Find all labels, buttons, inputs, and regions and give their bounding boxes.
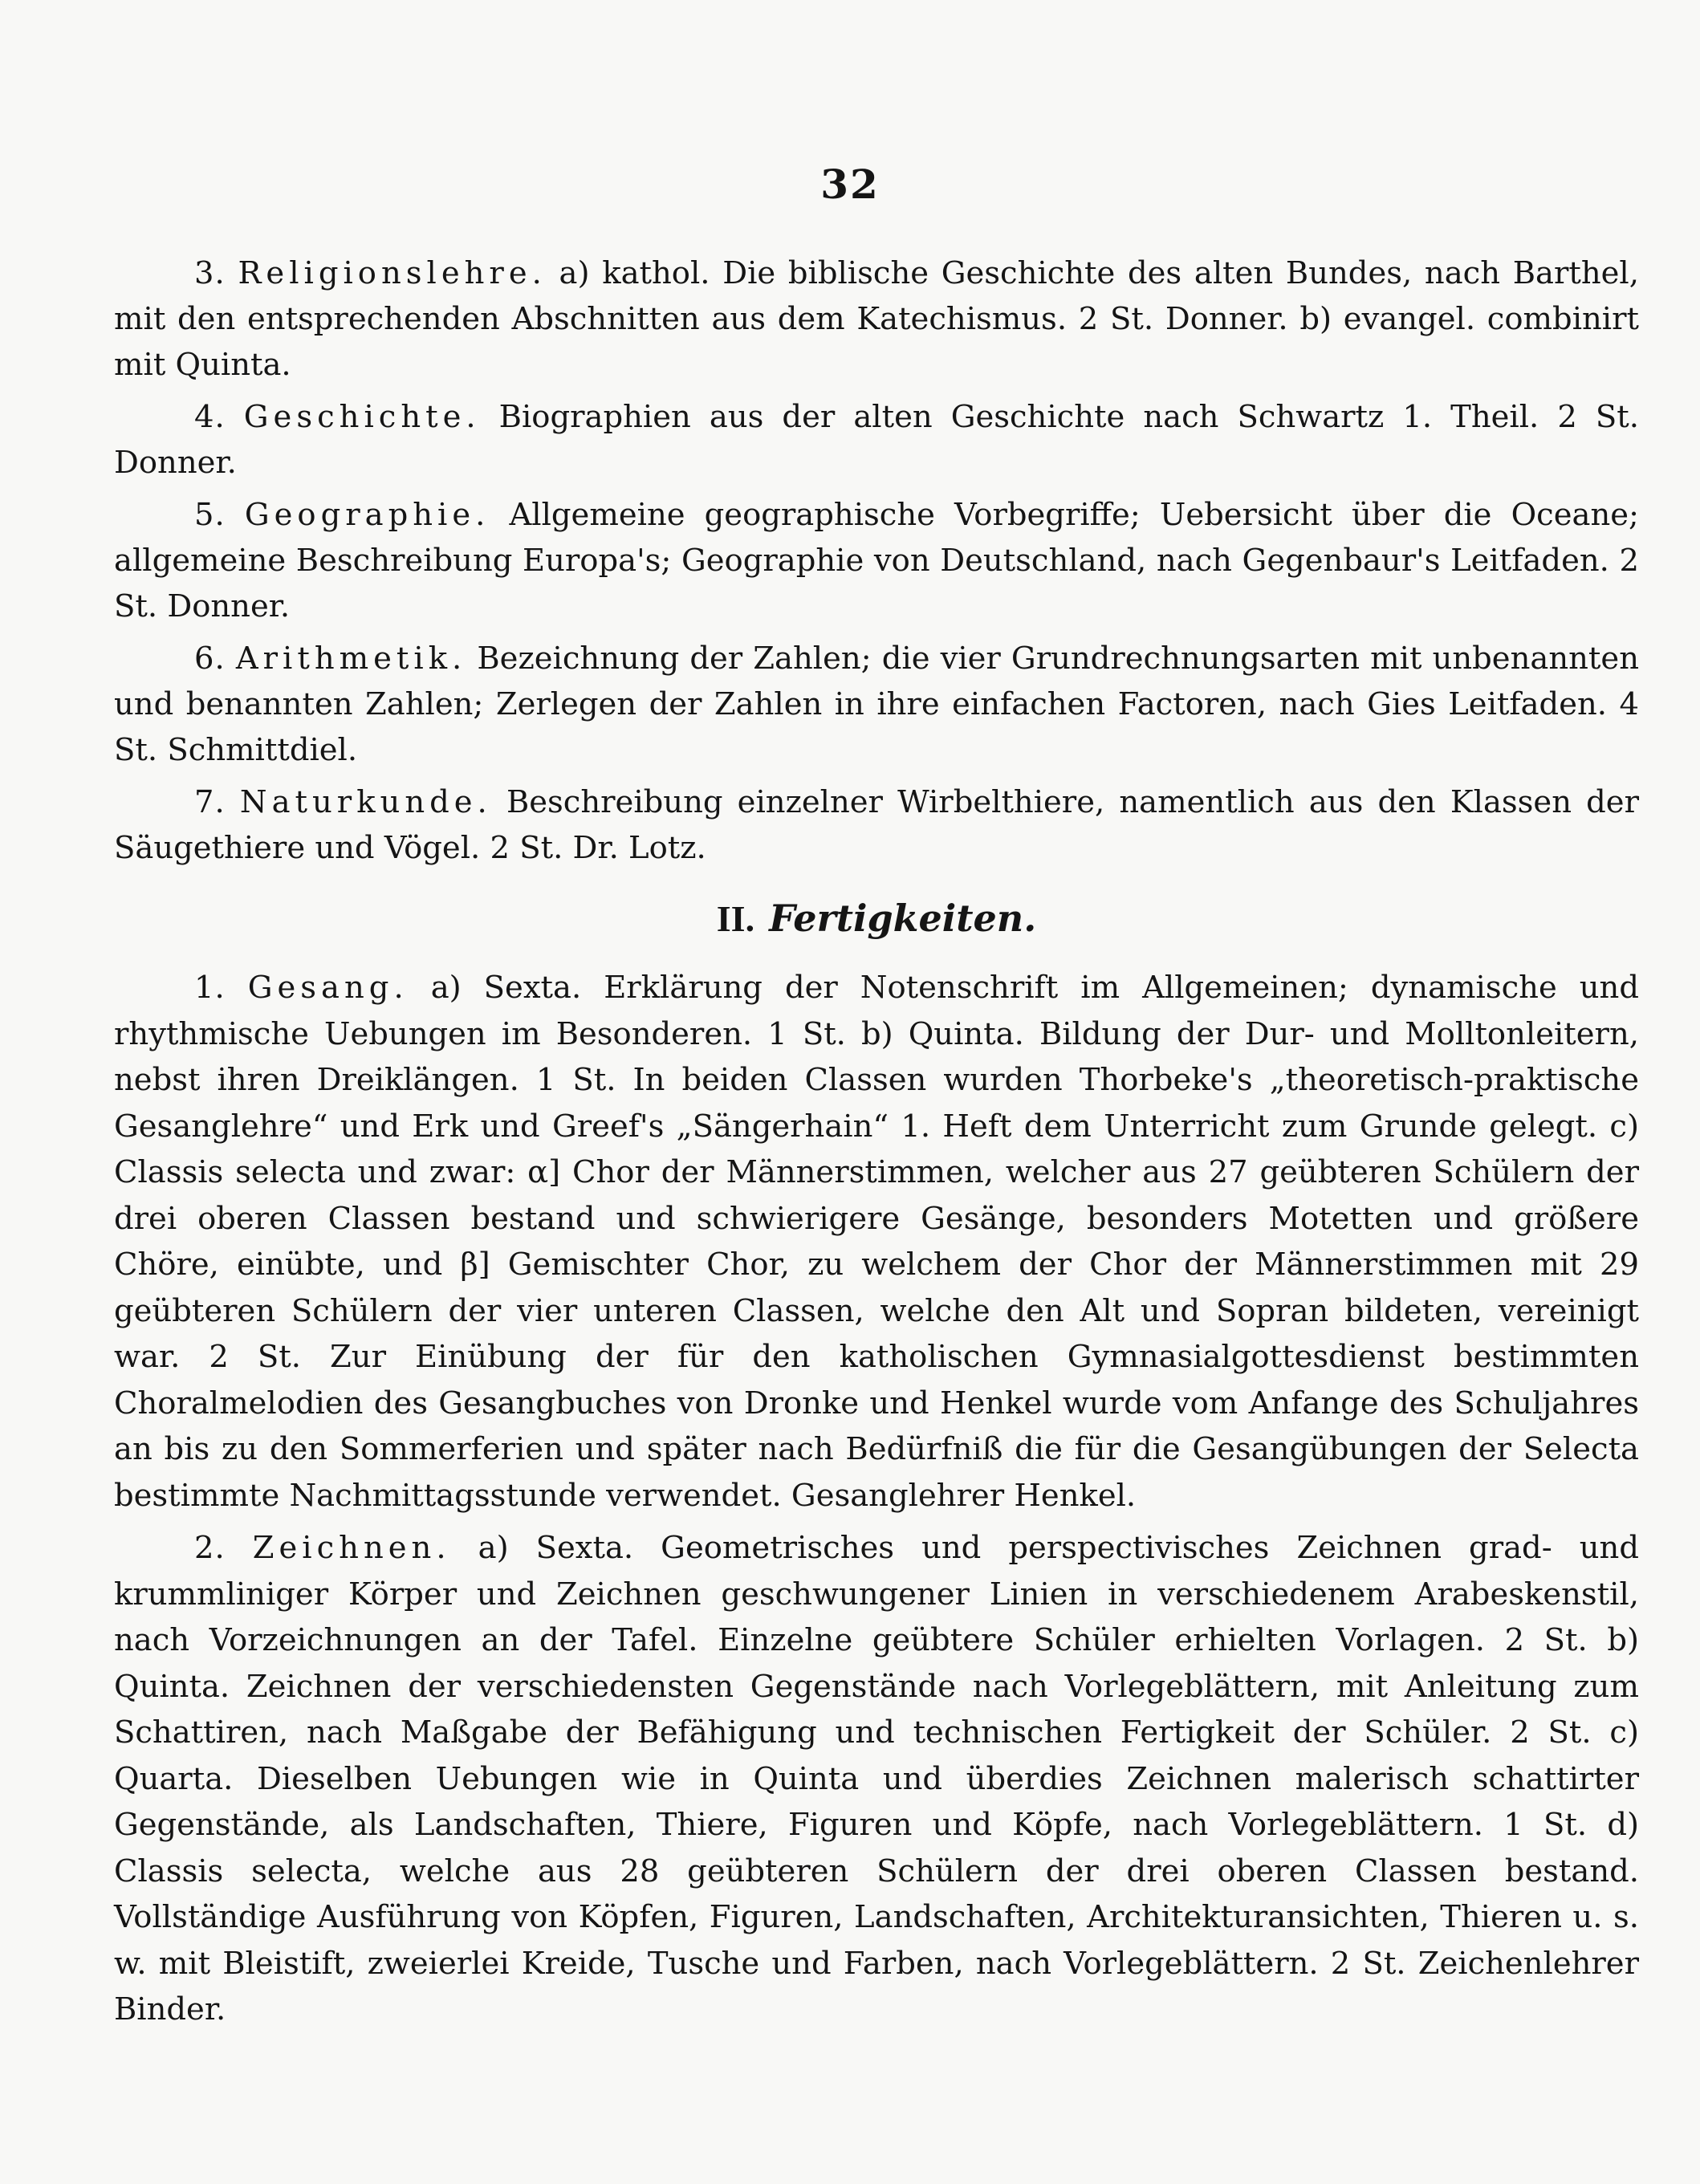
item-topic: Arithmetik.	[235, 641, 467, 677]
paragraph-gesang	[114, 965, 1639, 1519]
item-topic: Geographie.	[244, 497, 490, 533]
item-number: 2.	[194, 1530, 226, 1566]
item-number: 1.	[194, 970, 226, 1006]
item-topic: Geschichte.	[243, 399, 481, 435]
section-heading-number: II.	[716, 898, 755, 939]
page-content	[114, 250, 1639, 2040]
paragraph-arithmetik	[114, 636, 1639, 773]
item-topic: Religionslehre.	[238, 255, 547, 291]
item-number: 4.	[194, 399, 226, 435]
item-text: a) Sexta. Erklärung der Notenschrift im Allgemeinen; dynamische und rhythmische Uebungen im Besonderen. 1 St. b) Quinta. Bildung der Dur- und Molltonleitern, nebst ihren Dreiklängen. 1 St. In beiden Classen wurden Thorbeke's „theoretisch-praktische Gesanglehre“ und Erk und Greef's „Sängerhain“ 1. Heft dem Unterricht zum Grunde gelegt. c) Classis selecta und zwar: α] Chor der Männerstimmen, welcher aus 27 geübteren Schülern der drei oberen Classen bestand und schwierigere Gesänge, besonders Motetten und größere Chöre, einübte, und β] Gemischter Chor, zu welchem der Chor der Männerstimmen mit 29 geübteren Schülern der vier unteren Classen, welche den Alt und Sopran bildeten, vereinigt war. 2 St. Zur Einübung der für den katholischen Gymnasialgottesdienst bestimmten Choralmelodien des Gesangbuches von Dronke und Henkel wurde vom Anfange des Schuljahres an bis zu den Sommerferien und später nach Bedürfniß die für die Gesangübungen der Selecta bestimmte Nachmittagsstunde verwendet. Gesanglehrer Henkel.	[114, 970, 1639, 1514]
item-topic: Zeichnen.	[252, 1530, 451, 1566]
item-number: 5.	[194, 497, 226, 533]
item-text: Bezeichnung der Zahlen; die vier Grundrechnungsarten mit unbenannten und benannten Zahlen; Zerlegen der Zahlen in ihre einfachen Factoren, nach Gies Leitfaden. 4 St. Schmittdiel.	[114, 641, 1639, 768]
section-heading	[114, 890, 1639, 947]
item-topic: Gesang.	[247, 970, 409, 1006]
item-text: Allgemeine geographische Vorbegriffe; Uebersicht über die Oceane; allgemeine Beschreibung Europa's; Geographie von Deutschland, nach Gegenbaur's Leitfaden. 2 St. Donner.	[114, 497, 1639, 624]
item-topic: Naturkunde.	[239, 784, 492, 820]
item-text: a) kathol. Die biblische Geschichte des alten Bundes, nach Barthel, mit den entsprechenden Abschnitten aus dem Katechismus. 2 St. Donner. b) evangel. combinirt mit Quinta.	[114, 255, 1639, 383]
item-text: Biographien aus der alten Geschichte nach Schwartz 1. Theil. 2 St. Donner.	[114, 399, 1639, 481]
paragraph-zeichnen	[114, 1525, 1639, 2033]
paragraph-geschichte	[114, 394, 1639, 486]
item-number: 7.	[194, 784, 226, 820]
paragraph-geographie	[114, 492, 1639, 629]
item-text: a) Sexta. Geometrisches und perspectivisches Zeichnen grad- und krummliniger Körper und Zeichnen geschwungener Linien in verschiedenem Arabeskenstil, nach Vorzeichnungen an der Tafel. Einzelne geübtere Schüler erhielten Vorlagen. 2 St. b) Quinta. Zeichnen der verschiedensten Gegenstände nach Vorlegeblättern, mit Anleitung zum Schattiren, nach Maßgabe der Befähigung und technischen Fertigkeit der Schüler. 2 St. c) Quarta. Dieselben Uebungen wie in Quinta und überdies Zeichnen malerisch schattirter Gegenstände, als Landschaften, Thiere, Figuren und Köpfe, nach Vorlegeblättern. 1 St. d) Classis selecta, welche aus 28 geübteren Schülern der drei oberen Classen bestand. Vollständige Ausführung von Köpfen, Figuren, Landschaften, Architekturansichten, Thieren u. s. w. mit Bleistift, zweierlei Kreide, Tusche und Farben, nach Vorlegeblättern. 2 St. Zeichenlehrer Binder.	[114, 1530, 1639, 2027]
item-number: 3.	[194, 255, 226, 291]
item-number: 6.	[194, 641, 226, 677]
section-heading-title: Fertigkeiten.	[769, 897, 1037, 940]
paragraph-religionslehre	[114, 250, 1639, 388]
item-text: Beschreibung einzelner Wirbelthiere, namentlich aus den Klassen der Säugethiere und Vögel. 2 St. Dr. Lotz.	[114, 784, 1639, 866]
paragraph-naturkunde	[114, 779, 1639, 871]
page-number: 32	[820, 161, 880, 208]
